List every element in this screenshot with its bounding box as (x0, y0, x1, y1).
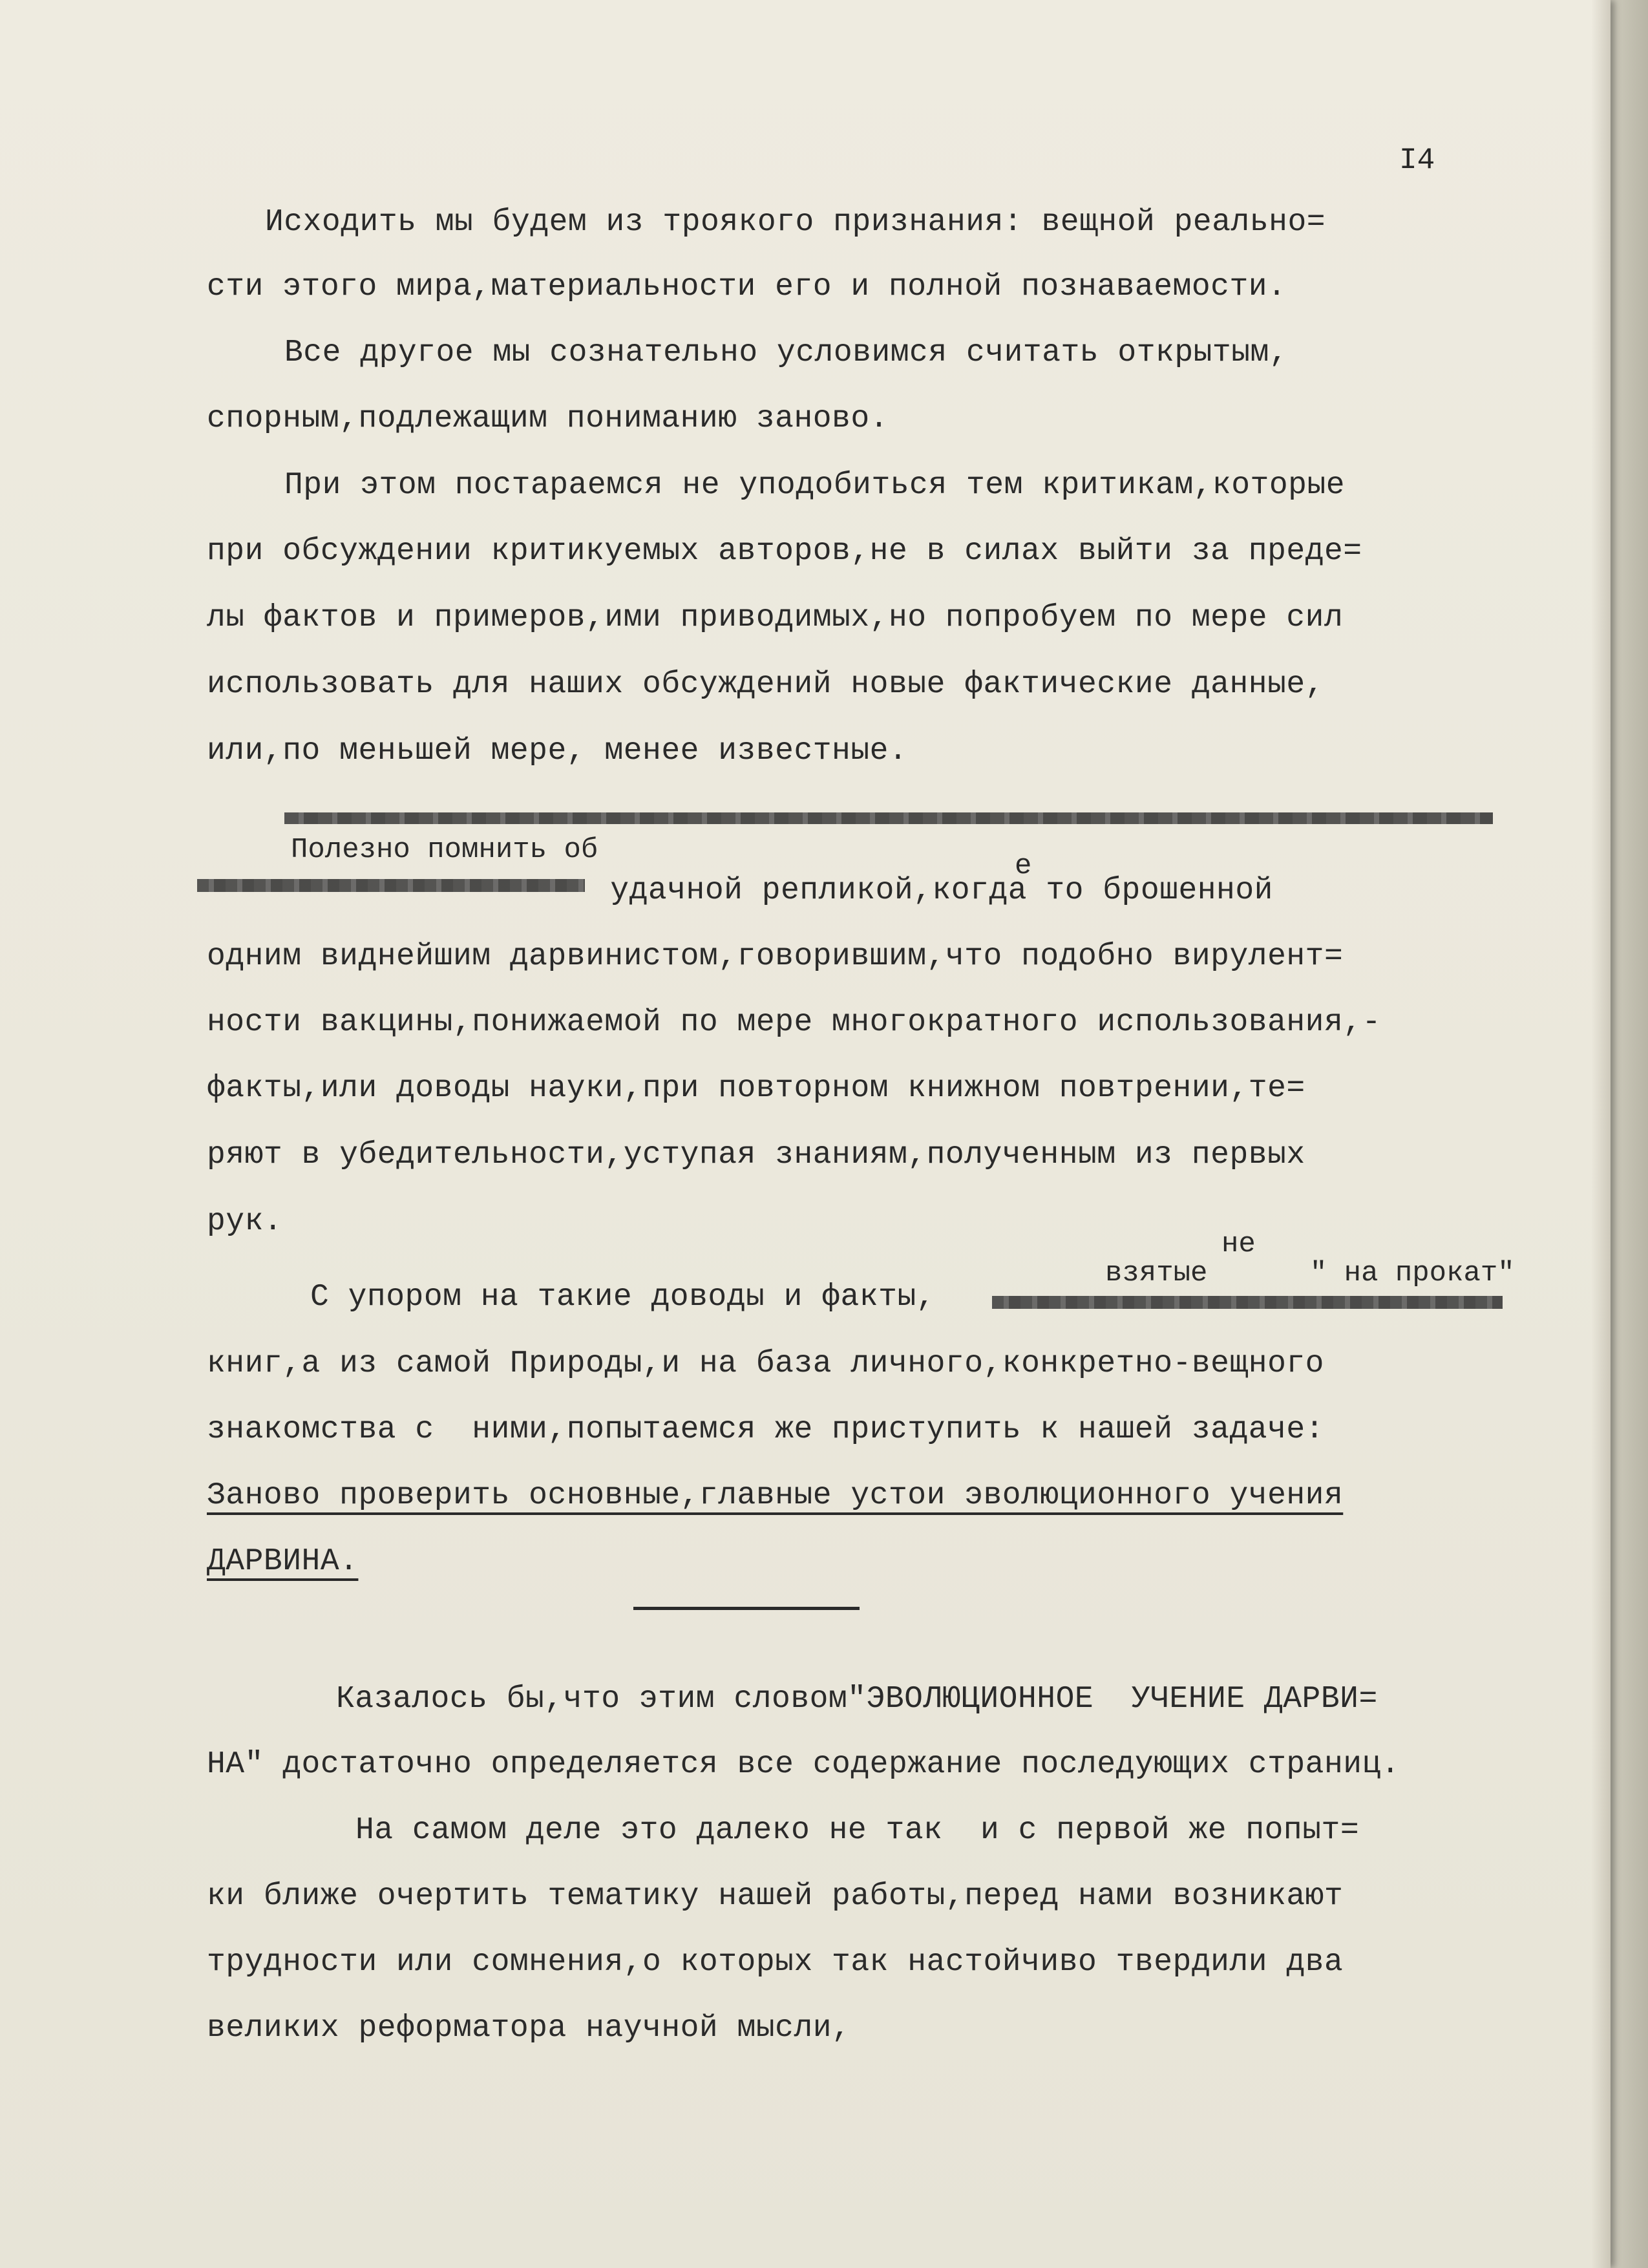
text-line: При этом постараемся не уподобиться тем критикам,которые (284, 468, 1346, 503)
text-line: С упором на такие доводы и факты, (310, 1280, 936, 1315)
typed-insertion: е (1015, 850, 1032, 882)
section-divider (633, 1607, 860, 1610)
overtyped-word (197, 879, 585, 892)
text-line: Исходить мы будем из троякого признания: вещной реально= (265, 205, 1326, 240)
overtyped-phrase (992, 1296, 1503, 1309)
overtyped-line (284, 812, 1493, 824)
text-line: ряют в убедительности,уступая знаниям,полученным из первых (207, 1138, 1305, 1172)
text-line: Казалось бы,что этим словом"ЭВОЛЮЦИОННОЕ УЧЕНИЕ ДАРВИ= (336, 1682, 1378, 1717)
text-line: трудности или сомнения,о которых так настойчиво твердили два (207, 1945, 1344, 1980)
text-line: факты,или доводы науки,при повторном книжном повтрении,те= (207, 1071, 1305, 1106)
text-line: удачной репликой,когда то брошенной (591, 873, 1273, 908)
text-line: использовать для наших обсуждений новые фактические данные, (207, 667, 1324, 702)
text-line: спорным,подлежащим пониманию заново. (207, 401, 889, 436)
text-line: при обсуждении критикуемых авторов,не в силах выйти за преде= (207, 534, 1362, 569)
underlined-line: ДАРВИНА. (207, 1544, 359, 1579)
page-edge-shadow (1591, 0, 1611, 2268)
text-line: великих реформатора научной мысли, (207, 2011, 851, 2046)
text-line: одним виднейшим дарвинистом,говорившим,что подобно вирулент= (207, 939, 1344, 974)
text-line: лы фактов и примеров,ими приводимых,но попробуем по мере сил (207, 600, 1344, 635)
text-line: Все другое мы сознательно условимся считать открытым, (284, 335, 1289, 370)
text-line: сти этого мира,материальности его и полной познаваемости. (207, 270, 1287, 304)
text-line: На самом деле это далеко не так и с первой же попыт= (355, 1813, 1360, 1848)
underlined-line: Заново проверить основные,главные устои эволюционного учения (207, 1478, 1344, 1513)
page-number: I4 (1399, 143, 1435, 177)
typed-insertion: не (1221, 1228, 1256, 1260)
text-line: НА" достаточно определяется все содержание последующих страниц. (207, 1747, 1400, 1782)
text-line: знакомства с ними,попытаемся же приступить к нашей задаче: (207, 1412, 1324, 1447)
typed-insertion: взятые " на прокат" (1105, 1257, 1515, 1289)
text-line: книг,а из самой Природы,и на база личного,конкретно-вещного (207, 1346, 1324, 1381)
text-line: рук. (207, 1204, 283, 1239)
text-line: ности вакцины,понижаемой по мере многократного использования,- (207, 1005, 1381, 1040)
text-line: или,по меньшей мере, менее известные. (207, 734, 908, 768)
typed-insertion: Полезно помнить об (291, 834, 598, 866)
text-line: ки ближе очертить тематику нашей работы,перед нами возникают (207, 1879, 1344, 1914)
